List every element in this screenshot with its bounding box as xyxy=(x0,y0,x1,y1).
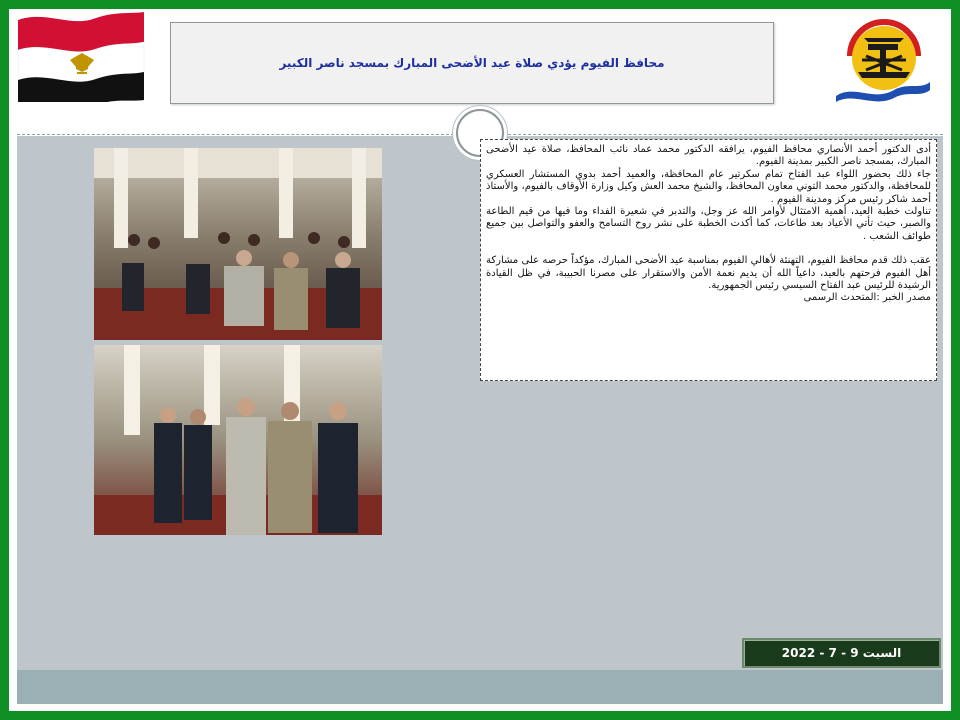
egypt-flag-icon xyxy=(16,12,146,102)
mosque-prayer-photo-2 xyxy=(94,345,382,535)
headline-box xyxy=(170,22,774,104)
header-divider-right xyxy=(503,134,943,135)
fayoum-governorate-logo-icon xyxy=(834,12,932,104)
article-paragraph-2: جاء ذلك بحضور اللواء عبد الفتاح تمام سكرتير عام المحافظة، والعميد أحمد بدوي المستشار العسكري للمحافظة، والدكتور محمد التوني معاون المحافظ، والشيخ محمد العش وكيل وزارة الأوقاف بالفيوم، والأستاذ أحمد شاكر رئيس مركز ومدينة الفيوم . xyxy=(486,168,931,205)
date-badge: السبت 9 - 7 - 2022 xyxy=(742,638,941,668)
bottom-strip xyxy=(17,670,943,704)
mosque-prayer-photo-1 xyxy=(94,148,382,340)
header-divider-left xyxy=(17,134,454,135)
article-source-line: مصدر الخبر :المتحدث الرسمى xyxy=(803,292,931,304)
article-body xyxy=(480,139,937,381)
article-paragraph-1: أدى الدكتور أحمد الأنصاري محافظ الفيوم، يرافقه الدكتور محمد عماد نائب المحافظ، صلاة عيد الأضحى المبارك، بمسجد ناصر الكبير بمدينة الفيوم. xyxy=(486,144,931,168)
headline-title: محافظ الفيوم يؤدي صلاة عيد الأضحى المبارك بمسجد ناصر الكبير xyxy=(279,56,665,70)
article-paragraph-4: عقب ذلك قدم محافظ الفيوم، التهنئة لأهالي الفيوم بمناسبة عيد الأضحى المبارك، مؤكداً حرصه على مشاركة أهل الفيوم فرحتهم بالعيد، داعياً الله أن يديم نعمة الأمن والاستقرار على مصرنا الحبيبة، في ظل القيادة الرشيدة للرئيس عبد الفتاح السيسي رئيس الجمهورية. xyxy=(486,255,931,292)
article-paragraph-3: تناولت خطبة العيد، أهمية الامتثال لأوامر الله عز وجل، والتدبر في شعيرة الفداء وما فيها من قيم الطاعة والصبر، حيث تأتي الأعياد بعد طاعات، كما أكدت الخطبة على نشر روح التسامح والعفو والتواصل بين جميع طوائف الشعب . xyxy=(486,206,931,242)
paragraph-spacer xyxy=(486,243,931,255)
